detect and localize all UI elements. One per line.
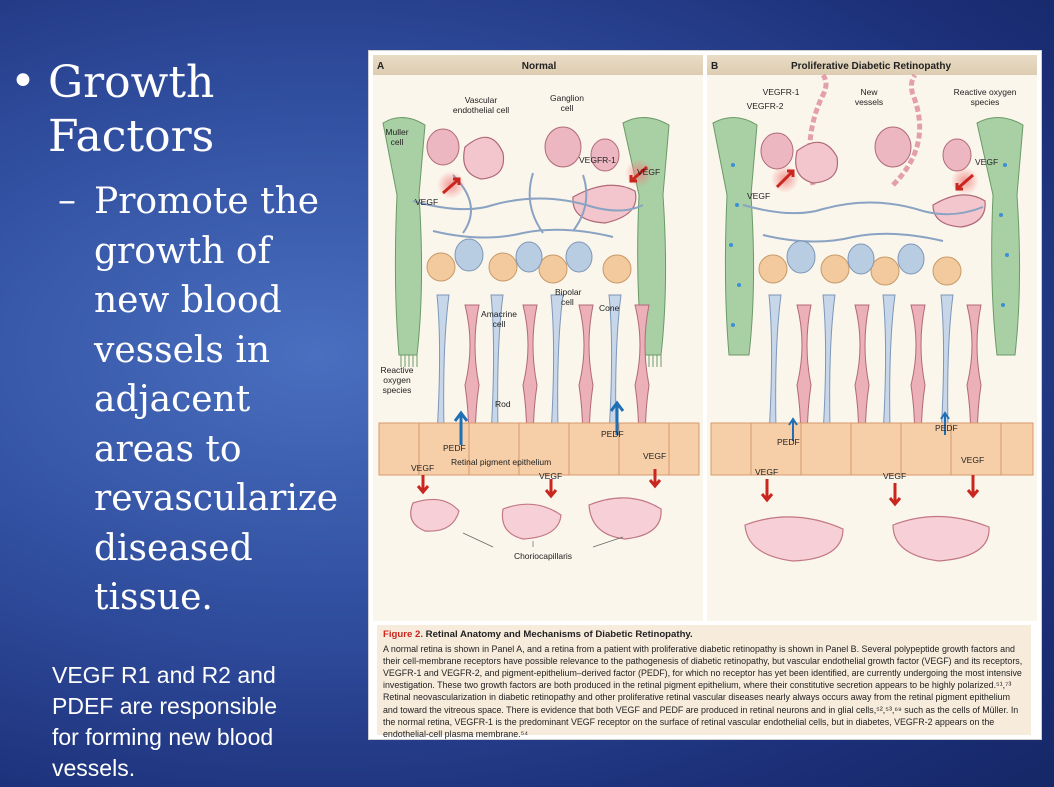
label-vegfr1: VEGFR-1 [762,87,800,97]
sub-bullet-line: adjacent [94,379,251,420]
label-vegf: VEGF [411,463,435,473]
retina-diagram-svg [373,55,1037,621]
bullet-title [48,56,348,164]
label-muller-2: cell [390,137,404,147]
label-vegf: VEGF [747,191,771,201]
label-ros-a-1: Reactive [380,365,414,375]
label-pedf: PEDF [935,423,958,433]
label-ganglion-1: Ganglion [549,93,585,103]
bipolar-cells [455,239,592,272]
sub-bullet-dash: – [58,180,76,221]
sub-bullet-text [94,177,344,623]
choriocapillaris-vessels [411,498,661,539]
bipolar-cells [787,241,924,274]
caption-title-text: Retinal Anatomy and Mechanisms of Diabetic Retinopathy. [422,629,693,640]
label-ros-a-3: species [382,385,412,395]
label-ros-b-1: Reactive oxygen [953,87,1017,97]
muller-cell-right [977,117,1023,355]
retina-illustration [373,55,1037,621]
bullet-title-line: Growth [48,57,215,108]
footnote-text [52,660,352,784]
label-choriocapillaris: Choriocapillaris [513,551,573,561]
label-bipolar-1: Bipolar [555,287,582,297]
label-vegf: VEGF [415,197,439,207]
label-cone: Cone [599,303,620,313]
label-vegf: VEGF [539,471,563,481]
label-pedf: PEDF [777,437,800,447]
bullet-marker: • [10,56,36,107]
ganglion-cells [761,127,971,171]
label-ros-a-2: oxygen [383,375,411,385]
label-rod: Rod [495,399,511,409]
label-pedf: PEDF [443,443,466,453]
sub-bullet-line: new blood [94,280,282,321]
label-rpe: Retinal pigment epithelium [451,457,552,467]
footnote-line: for forming new blood [52,724,274,750]
panel-b-title: Proliferative Diabetic Retinopathy [790,61,952,72]
label-ros-b-2: species [970,97,1000,107]
panel-a-letter: A [377,61,385,72]
sub-bullet-line: areas to [94,428,242,470]
label-vegf: VEGF [637,167,661,177]
label-vegf: VEGF [755,467,779,477]
label-new-vessels-1: New [860,87,878,97]
label-vegf: VEGF [883,471,907,481]
label-muller-1: Muller [385,127,409,137]
label-vegf: VEGF [961,455,985,465]
sub-bullet-line: Promote the [94,181,320,222]
panel-a-title: Normal [521,61,557,72]
label-ganglion-2: cell [560,103,574,113]
sub-bullet-line: tissue. [94,577,213,618]
label-new-vessels-2: vessels [854,97,884,107]
label-vascular-endothelial-1: Vascular [464,95,498,105]
sub-bullet-line: vessels in [94,329,271,371]
bullet-title-line: Factors [48,111,215,162]
sub-bullet-line: revascularize [94,478,339,519]
retina-figure [368,50,1042,740]
muller-cell-left [713,117,757,355]
panel-b-letter: B [711,61,719,72]
label-vegfr2: VEGFR-2 [746,101,784,111]
caption-figure-number: Figure 2. [383,629,423,640]
choriocapillaris-vessels [745,516,989,561]
muller-cell-left [383,117,425,355]
footnote-line: vessels. [52,755,136,781]
label-vegfr1: VEGFR-1 [579,155,616,165]
label-pedf: PEDF [601,429,624,439]
sub-bullet-line: diseased [94,527,253,569]
vegf-down-arrows [762,475,978,504]
caption-body: A normal retina is shown in Panel A, and a retina from a patient with proliferative diabetic retinopathy is shown in Panel B. Several polypeptide growth factors and their cell-membrane receptors have possible relevance to the pathogenesis of diabetic retinopathy, but vascular endothelial growth factor (VEGF) and its receptors, VEGFR-1 and VEGFR-2, and pigment-epithelium–derived factor (PEDF), for which no receptor has yet been identified, are currently undergoing the most intensive investigation. These two growth factors are both produced in the retinal pigment epithelium, where their constitutive secretion appears to be highly polarized.⁵¹,⁷³ Retinal neovascularization in diabetic retinopathy and other proliferative retinal vascular diseases nearly always occurs away from the retinal pigment epithelium and toward the vitreous space. There is evidence that both VEGF and PEDF are produced in retinal neurons and in glial cells,⁵²,⁵³,⁶⁹ such as the cells of Müller. In the normal retina, VEGFR-1 is the predominant VEGF receptor on the surface of retinal vascular endothelial cells, but in diabetes, VEGFR-2 appears on the endothelial-cell plasma membrane.⁵⁴ [383,644,1023,739]
label-vegf: VEGF [643,451,667,461]
footnote-line: PDEF are responsible [52,693,277,719]
footnote-line: VEGF R1 and R2 and [52,662,276,688]
label-vegf: VEGF [975,157,999,167]
figure-caption [377,625,1031,739]
caption-title [383,629,1025,641]
label-vascular-endothelial-2: endothelial cell [452,105,510,115]
panel-b [711,75,1033,561]
label-bipolar-2: cell [561,297,574,307]
label-amacrine-2: cell [492,319,506,329]
label-amacrine-1: Amacrine [481,309,517,319]
sub-bullet-line: growth of [94,230,271,272]
panel-a [379,93,699,561]
